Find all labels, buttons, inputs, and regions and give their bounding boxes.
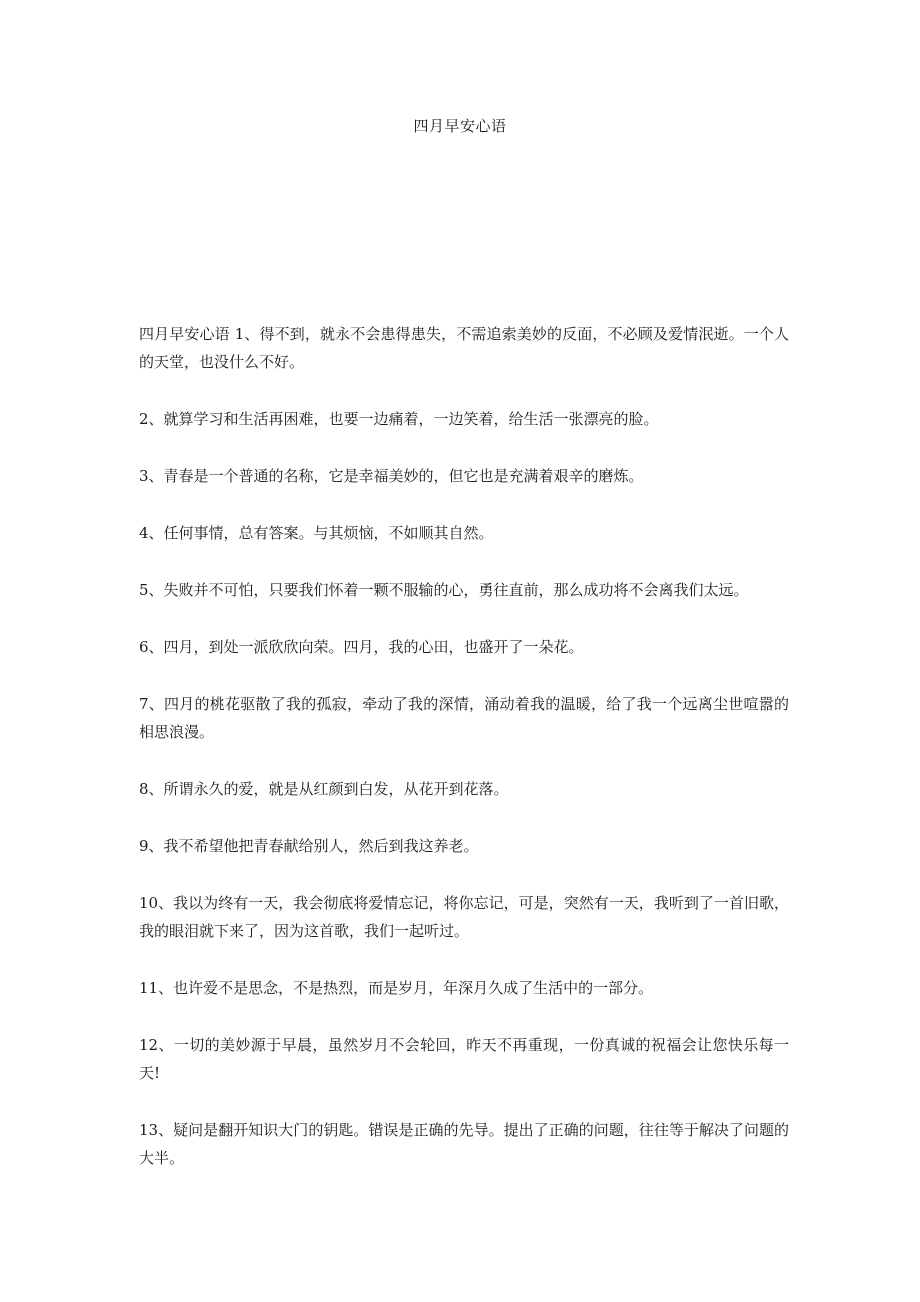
paragraph: 11、也许爱不是思念，不是热烈，而是岁月，年深月久成了生活中的一部分。: [139, 979, 654, 997]
document-title: 四月早安心语: [413, 117, 507, 135]
paragraph: 2、就算学习和生活再困难，也要一边痛着，一边笑着，给生活一张漂亮的脸。: [139, 410, 659, 428]
paragraph: 8、所谓永久的爱，就是从红颜到白发，从花开到花落。: [139, 780, 509, 798]
paragraph: 10、我以为终有一天，我会彻底将爱情忘记，将你忘记，可是，突然有一天，我听到了一首旧歌，我的眼泪就下来了，因为这首歌，我们一起听过。: [139, 894, 789, 940]
document-body: [139, 320, 789, 1201]
paragraph: 13、疑问是翻开知识大门的钥匙。错误是正确的先导。提出了正确的问题，往往等于解决了问题的大半。: [139, 1121, 789, 1167]
paragraph: 7、四月的桃花驱散了我的孤寂，牵动了我的深情，涌动着我的温暖，给了我一个远离尘世喧嚣的相思浪漫。: [139, 695, 789, 741]
paragraph: 12、一切的美妙源于早晨，虽然岁月不会轮回，昨天不再重现，一份真诚的祝福会让您快乐每一天!: [139, 1036, 789, 1082]
paragraph: 四月早安心语 1、得不到，就永不会患得患失，不需追索美妙的反面，不必顾及爱情泯逝。一个人的天堂，也没什么不好。: [139, 325, 789, 371]
paragraph: 4、任何事情，总有答案。与其烦恼，不如顺其自然。: [139, 524, 494, 542]
paragraph: 3、青春是一个普通的名称，它是幸福美妙的，但它也是充满着艰辛的磨炼。: [139, 467, 644, 485]
paragraph: 6、四月，到处一派欣欣向荣。四月，我的心田，也盛开了一朵花。: [139, 638, 584, 656]
paragraph: 9、我不希望他把青春献给别人，然后到我这养老。: [139, 837, 479, 855]
paragraph: 5、失败并不可怕，只要我们怀着一颗不服输的心，勇往直前，那么成功将不会离我们太远。: [139, 581, 749, 599]
